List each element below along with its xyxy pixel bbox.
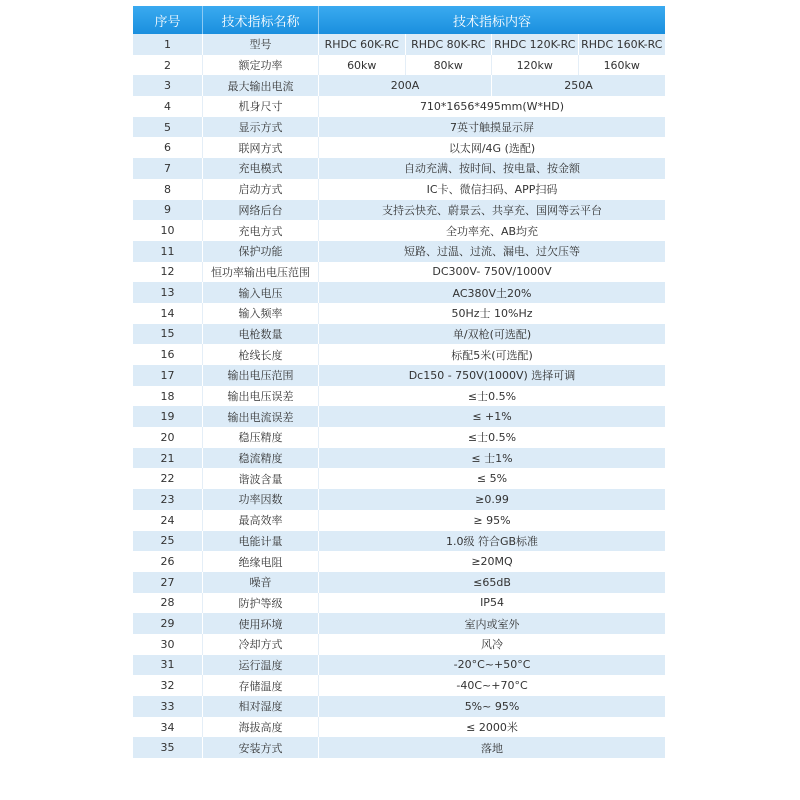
table-row — [133, 634, 665, 655]
spec-value: 200A — [319, 75, 492, 96]
spec-value: ≤ 2000米 — [319, 717, 665, 738]
row-number: 17 — [133, 365, 203, 386]
spec-name: 稳压精度 — [203, 427, 319, 448]
spec-value: 250A — [492, 75, 665, 96]
table-row — [133, 55, 665, 76]
row-number: 26 — [133, 551, 203, 572]
row-number: 25 — [133, 531, 203, 552]
row-number: 14 — [133, 303, 203, 324]
row-number: 7 — [133, 158, 203, 179]
table-row — [133, 427, 665, 448]
row-number: 30 — [133, 634, 203, 655]
header-no: 序号 — [133, 6, 203, 34]
spec-name: 防护等级 — [203, 593, 319, 614]
spec-value: 7英寸触摸显示屏 — [319, 117, 665, 138]
table-row — [133, 262, 665, 283]
spec-name: 额定功率 — [203, 55, 319, 76]
spec-value: 短路、过温、过流、漏电、过欠压等 — [319, 241, 665, 262]
spec-name: 冷却方式 — [203, 634, 319, 655]
spec-name: 稳流精度 — [203, 448, 319, 469]
spec-value: 落地 — [319, 737, 665, 758]
header-content: 技术指标内容 — [319, 6, 665, 34]
row-number: 15 — [133, 324, 203, 345]
spec-value: Dc150 - 750V(1000V) 选择可调 — [319, 365, 665, 386]
spec-table — [133, 6, 665, 758]
table-row — [133, 324, 665, 345]
row-number: 2 — [133, 55, 203, 76]
spec-value: ≥ 95% — [319, 510, 665, 531]
table-row — [133, 468, 665, 489]
row-number: 22 — [133, 468, 203, 489]
table-row — [133, 220, 665, 241]
table-row — [133, 572, 665, 593]
row-number: 10 — [133, 220, 203, 241]
header-name: 技术指标名称 — [203, 6, 319, 34]
spec-name: 功率因数 — [203, 489, 319, 510]
row-number: 27 — [133, 572, 203, 593]
table-row — [133, 137, 665, 158]
spec-name: 网络后台 — [203, 200, 319, 221]
spec-name: 使用环境 — [203, 613, 319, 634]
spec-name: 相对湿度 — [203, 696, 319, 717]
row-number: 31 — [133, 655, 203, 676]
spec-name: 输入频率 — [203, 303, 319, 324]
table-row — [133, 158, 665, 179]
spec-name: 安装方式 — [203, 737, 319, 758]
table-row — [133, 696, 665, 717]
spec-name: 输出电压误差 — [203, 386, 319, 407]
spec-table-header — [133, 6, 665, 34]
table-row — [133, 675, 665, 696]
spec-value: IC卡、微信扫码、APP扫码 — [319, 179, 665, 200]
spec-name: 输入电压 — [203, 282, 319, 303]
table-row — [133, 303, 665, 324]
spec-value: RHDC 160K-RC — [579, 34, 666, 55]
row-number: 13 — [133, 282, 203, 303]
table-row — [133, 489, 665, 510]
row-number: 34 — [133, 717, 203, 738]
spec-name: 机身尺寸 — [203, 96, 319, 117]
table-row — [133, 737, 665, 758]
spec-value: AC380V土20% — [319, 282, 665, 303]
spec-value: 80kw — [406, 55, 493, 76]
row-number: 6 — [133, 137, 203, 158]
row-number: 4 — [133, 96, 203, 117]
table-row — [133, 655, 665, 676]
spec-value: 160kw — [579, 55, 666, 76]
spec-value: 自动充满、按时间、按电量、按金额 — [319, 158, 665, 179]
spec-name: 绝缘电阻 — [203, 551, 319, 572]
spec-value: 60kw — [319, 55, 406, 76]
row-number: 28 — [133, 593, 203, 614]
spec-name: 枪线长度 — [203, 344, 319, 365]
spec-value: 1.0级 符合GB标准 — [319, 531, 665, 552]
spec-name: 恒功率输出电压范围 — [203, 262, 319, 283]
spec-name: 充电模式 — [203, 158, 319, 179]
row-number: 24 — [133, 510, 203, 531]
spec-value: 单/双枪(可选配) — [319, 324, 665, 345]
spec-value: 5%~ 95% — [319, 696, 665, 717]
spec-value: ≥0.99 — [319, 489, 665, 510]
spec-value: ≤65dB — [319, 572, 665, 593]
spec-name: 谐波含量 — [203, 468, 319, 489]
spec-value: ≤ 5% — [319, 468, 665, 489]
row-number: 3 — [133, 75, 203, 96]
spec-name: 显示方式 — [203, 117, 319, 138]
spec-value: ≥20MQ — [319, 551, 665, 572]
spec-name: 启动方式 — [203, 179, 319, 200]
table-row — [133, 365, 665, 386]
row-number: 5 — [133, 117, 203, 138]
row-number: 33 — [133, 696, 203, 717]
table-row — [133, 717, 665, 738]
spec-value: ≤ +1% — [319, 406, 665, 427]
table-row — [133, 282, 665, 303]
spec-name: 型号 — [203, 34, 319, 55]
table-row — [133, 75, 665, 96]
spec-name: 充电方式 — [203, 220, 319, 241]
table-row — [133, 241, 665, 262]
spec-value: RHDC 120K-RC — [492, 34, 579, 55]
row-number: 19 — [133, 406, 203, 427]
header-row — [133, 6, 665, 34]
spec-value: IP54 — [319, 593, 665, 614]
row-number: 21 — [133, 448, 203, 469]
table-row — [133, 117, 665, 138]
table-row — [133, 200, 665, 221]
spec-value: 710*1656*495mm(W*HD) — [319, 96, 665, 117]
table-row — [133, 406, 665, 427]
spec-name: 输出电流误差 — [203, 406, 319, 427]
spec-value: -40C~+70°C — [319, 675, 665, 696]
row-number: 12 — [133, 262, 203, 283]
table-row — [133, 531, 665, 552]
spec-value: 标配5米(可选配) — [319, 344, 665, 365]
row-number: 9 — [133, 200, 203, 221]
spec-name: 存储温度 — [203, 675, 319, 696]
spec-name: 运行温度 — [203, 655, 319, 676]
row-number: 35 — [133, 737, 203, 758]
spec-name: 输出电压范围 — [203, 365, 319, 386]
row-number: 32 — [133, 675, 203, 696]
spec-value: 支持云快充、蔚景云、共享充、国网等云平台 — [319, 200, 665, 221]
spec-value: ≤ 士1% — [319, 448, 665, 469]
table-row — [133, 344, 665, 365]
table-row — [133, 510, 665, 531]
spec-name: 最大输出电流 — [203, 75, 319, 96]
table-row — [133, 613, 665, 634]
table-row — [133, 386, 665, 407]
row-number: 23 — [133, 489, 203, 510]
spec-value: 以太网/4G (选配) — [319, 137, 665, 158]
table-row — [133, 448, 665, 469]
spec-name: 保护功能 — [203, 241, 319, 262]
spec-name: 电枪数量 — [203, 324, 319, 345]
spec-name: 最高效率 — [203, 510, 319, 531]
spec-value: ≤士0.5% — [319, 427, 665, 448]
spec-value: 全功率充、AB均充 — [319, 220, 665, 241]
spec-value: ≤士0.5% — [319, 386, 665, 407]
table-row — [133, 551, 665, 572]
spec-value: RHDC 60K-RC — [319, 34, 406, 55]
spec-value: 室内或室外 — [319, 613, 665, 634]
table-row — [133, 179, 665, 200]
spec-table-body — [133, 34, 665, 758]
spec-value: 风冷 — [319, 634, 665, 655]
row-number: 29 — [133, 613, 203, 634]
row-number: 11 — [133, 241, 203, 262]
spec-value: -20°C~+50°C — [319, 655, 665, 676]
spec-value: RHDC 80K-RC — [406, 34, 493, 55]
spec-value: DC300V- 750V/1000V — [319, 262, 665, 283]
spec-name: 海拔高度 — [203, 717, 319, 738]
spec-name: 电能计量 — [203, 531, 319, 552]
spec-name: 联网方式 — [203, 137, 319, 158]
row-number: 8 — [133, 179, 203, 200]
table-row — [133, 593, 665, 614]
row-number: 18 — [133, 386, 203, 407]
table-row — [133, 96, 665, 117]
spec-value: 50Hz士 10%Hz — [319, 303, 665, 324]
table-row — [133, 34, 665, 55]
row-number: 20 — [133, 427, 203, 448]
row-number: 16 — [133, 344, 203, 365]
spec-name: 噪音 — [203, 572, 319, 593]
row-number: 1 — [133, 34, 203, 55]
spec-value: 120kw — [492, 55, 579, 76]
